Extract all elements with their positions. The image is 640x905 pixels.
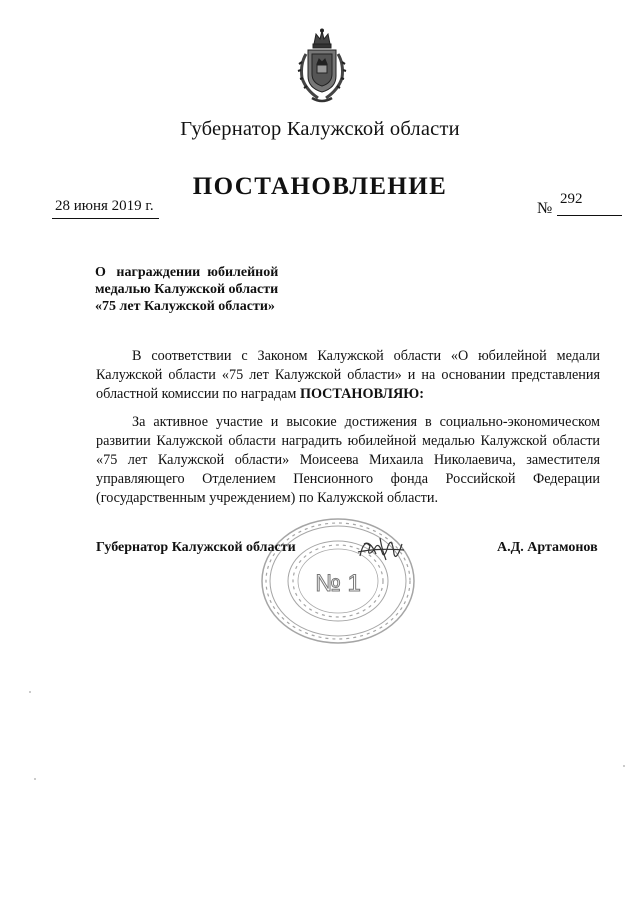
handwritten-signature xyxy=(356,532,406,566)
issuing-authority: Губернатор Калужской области xyxy=(180,118,460,140)
date-underline xyxy=(52,218,159,219)
coat-of-arms-emblem xyxy=(296,28,348,106)
document-date: 28 июня 2019 г. xyxy=(55,198,154,214)
scan-speck xyxy=(34,778,36,780)
document-number: 292 xyxy=(560,191,583,207)
resolution-paragraph xyxy=(96,413,600,508)
preamble-paragraph xyxy=(96,347,600,404)
scan-speck xyxy=(29,691,31,693)
paragraph-line: В соответствии с Законом Калужской области «О юбилейной медали xyxy=(132,348,600,364)
number-underline xyxy=(557,215,622,216)
document-subject xyxy=(95,264,285,315)
number-sign: № xyxy=(537,200,553,217)
paragraph-line: «75 лет Калужской области» Моисеева Михаила Николаевича, заместителя xyxy=(96,452,600,468)
subject-line: «75 лет Калужской области» xyxy=(95,299,275,314)
subject-line: медалью Калужской области xyxy=(95,282,279,297)
subject-line: О награждении юбилейной xyxy=(95,265,279,280)
paragraph-line: За активное участие и высокие достижения в социально-экономическом xyxy=(132,414,600,430)
paragraph-line: областной комиссии по наградам ПОСТАНОВЛЯЮ: xyxy=(96,386,424,402)
signatory-name: А.Д. Артамонов xyxy=(497,540,598,555)
decree-keyword: ПОСТАНОВЛЯЮ: xyxy=(299,386,424,402)
paragraph-line: развитии Калужской области наградить юбилейной медалью Калужской области xyxy=(96,433,600,449)
document-type-title: ПОСТАНОВЛЕНИЕ xyxy=(192,173,448,200)
signatory-title: Губернатор Калужской области xyxy=(96,540,296,555)
scan-speck xyxy=(623,765,625,767)
paragraph-line: Калужской области «75 лет Калужской области» и на основании представления xyxy=(96,367,600,383)
paragraph-line: (государственным учреждением) по Калужской области. xyxy=(96,490,439,506)
stamp-number: № 1 xyxy=(315,570,361,597)
paragraph-line: управляющего Отделением Пенсионного фонда Российской Федерации xyxy=(96,471,600,487)
